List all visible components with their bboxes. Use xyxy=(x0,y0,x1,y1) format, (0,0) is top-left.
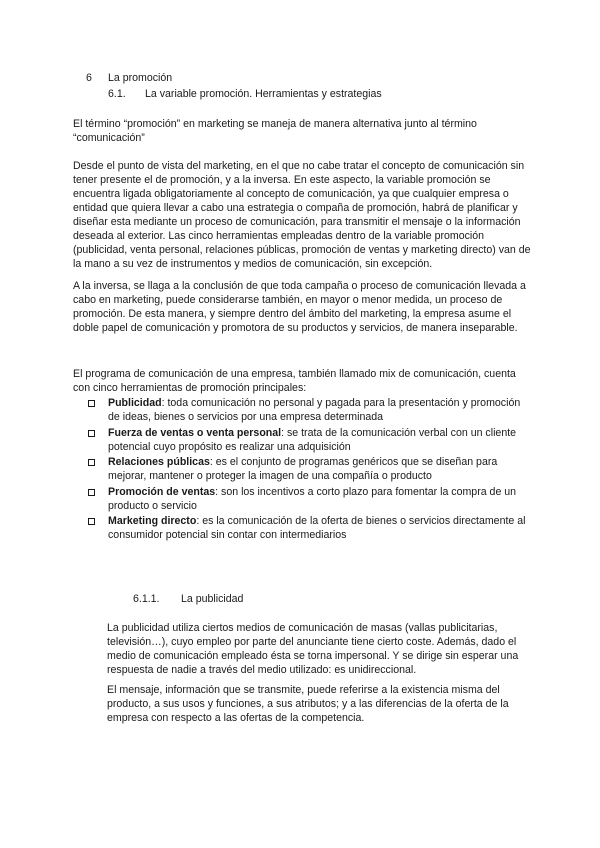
paragraph-publicidad: La publicidad utiliza ciertos medios de comunicación de masas (vallas publicitarias, televisión…), cuyo empleo por parte del anunciante tiene cierto coste. Además, dado el medio de comunicación empleado ésta se torna impersonal. Y se dirige sin esperar una respuesta de nadie a través del medio utilizado: es unidireccional. xyxy=(107,622,519,676)
subheading-title: La variable promoción. Herramientas y estrategias xyxy=(145,88,382,100)
list-item xyxy=(88,396,528,424)
square-bullet-icon xyxy=(88,430,95,437)
list-item xyxy=(88,455,528,483)
heading-title: La promoción xyxy=(108,72,173,84)
tool-description: : se trata de la comunicación verbal con un cliente potencial cuyo propósito es realizar una adquisición xyxy=(108,426,517,453)
list-item xyxy=(88,426,528,454)
tool-term: Fuerza de ventas o venta personal xyxy=(108,426,282,439)
paragraph-program: El programa de comunicación de una empresa, también llamado mix de comunicación, cuenta con cinco herramientas de promoción principales: xyxy=(73,368,516,394)
promotion-tools-list xyxy=(88,396,528,544)
tool-description: : es la comunicación de la oferta de bienes o servicios directamente al consumidor potencial sin contar con intermediarios xyxy=(108,515,526,541)
square-bullet-icon xyxy=(88,489,95,496)
heading-number: 6 xyxy=(86,72,92,84)
paragraph-mensaje: El mensaje, información que se transmite, puede referirse a la existencia misma del producto, a sus usos y funciones, a sus atributos; y a las diferencias de la oferta de la empresa con respecto a las ofertas de la competencia. xyxy=(107,684,509,724)
list-item xyxy=(88,485,528,513)
paragraph-inverse: A la inversa, se llaga a la conclusión de que toda campaña o proceso de comunicación llevada a cabo en marketing, puede considerarse también, en mayor o menor medida, un proceso de promoción. De esta manera, y siempre dentro del ámbito del marketing, la empresa asume el doble papel de comunicación y promotora de su productos y servicios, de manera inseparable. xyxy=(73,280,526,334)
tool-description: : son los incentivos a corto plazo para fomentar la compra de un producto o servicio xyxy=(108,485,517,512)
square-bullet-icon xyxy=(88,400,95,407)
tool-term: Relaciones públicas xyxy=(108,456,210,468)
square-bullet-icon xyxy=(88,459,95,466)
subsubheading-number: 6.1.1. xyxy=(133,593,160,605)
list-item xyxy=(88,514,528,542)
subheading-number: 6.1. xyxy=(108,88,126,100)
tool-term: Publicidad xyxy=(108,397,162,409)
paragraph-intro: El término “promoción” en marketing se maneja de manera alternativa junto al término “comunicación” xyxy=(73,118,477,144)
tool-description: : toda comunicación no personal y pagada para la presentación y promoción de ideas, bienes o servicios por una empresa determinada xyxy=(108,397,521,423)
paragraph-marketing-view: Desde el punto de vista del marketing, en el que no cabe tratar el concepto de comunicación sin tener presente el de promoción, y a la inversa. En este aspecto, la variable promoción se encuentra ligada obligatoriamente al concepto de comunicación, ya que cualquier empresa o entidad que quiera llevar a cabo una estrategia o compaña de promoción, habrá de planificar y diseñar esta mediante un proceso de comunicación, para transmitir el mensaje o la información deseada al exterior. Las cinco herramientas empleadas dentro de la variable promoción (publicidad, venta personal, relaciones públicas, promoción de ventas y marketing directo) van de la mano a su vez de instrumentos y medios de comunicación, sin excepción. xyxy=(73,160,531,270)
square-bullet-icon xyxy=(88,518,95,525)
subsubheading-title: La publicidad xyxy=(181,593,244,605)
tool-term: Marketing directo xyxy=(108,515,197,527)
tool-description: : es el conjunto de programas genéricos que se diseñan para mejorar, mantener o proteger la imagen de una compañía o producto xyxy=(108,456,498,482)
tool-term: Promoción de ventas xyxy=(108,485,216,498)
